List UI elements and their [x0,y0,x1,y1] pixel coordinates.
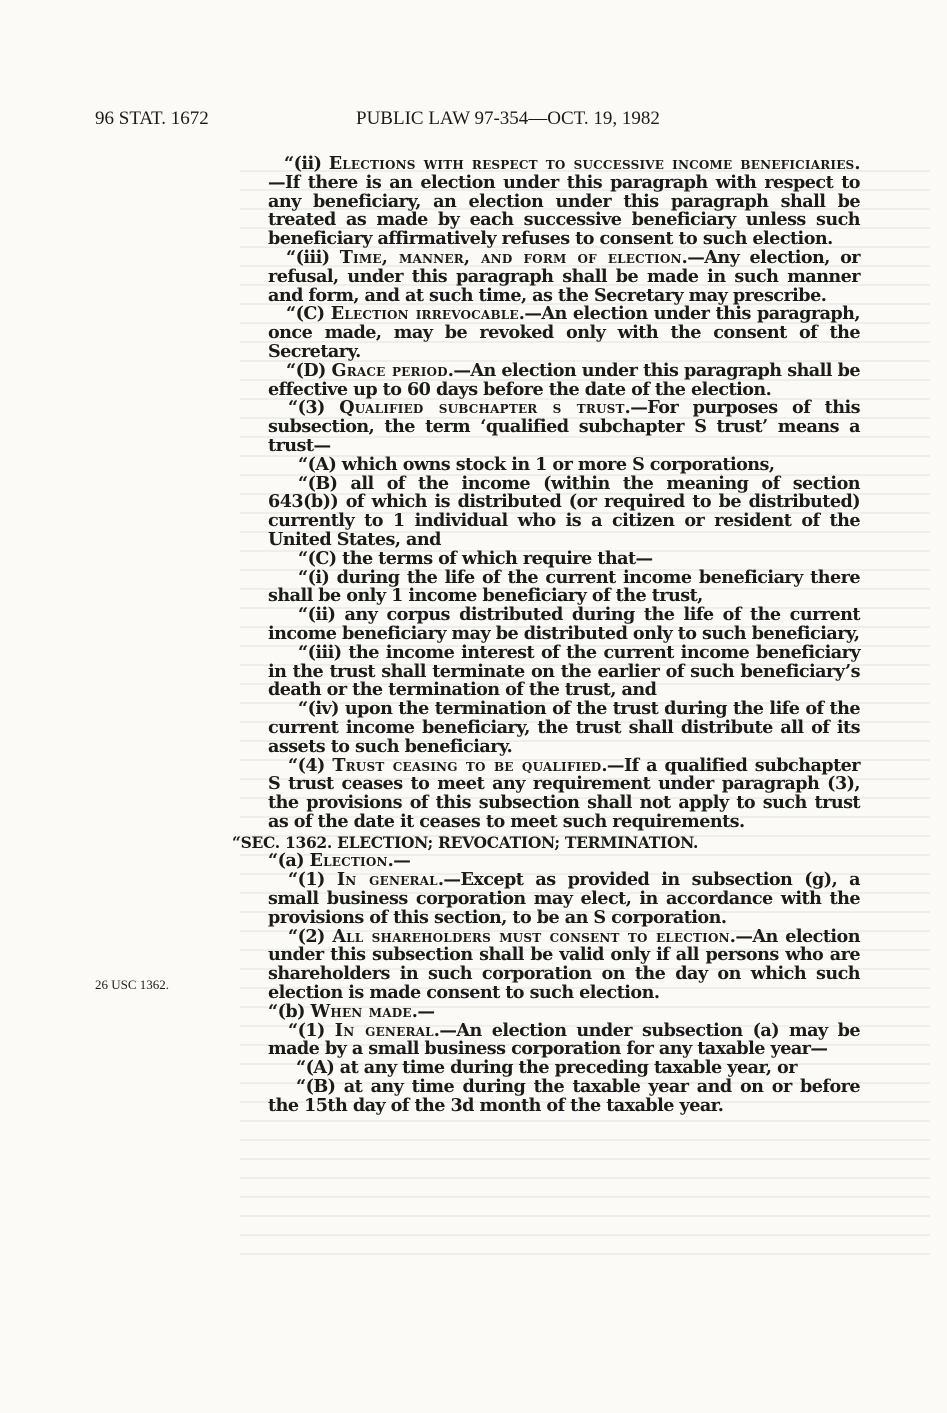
paragraph-iv-termination: “(iv) upon the termination of the trust during the life of the current income beneficiary, the trust shall distribute all of its assets to such beneficiary. [268,698,860,757]
para-heading: All shareholders must consent to election [332,925,730,947]
paragraph-4-trust-ceasing [268,754,861,832]
para-prefix: “(C) [286,303,331,325]
stat-page-number: 96 STAT. 1672 [95,108,209,129]
para-text: .— [411,1000,435,1022]
paragraph-B-income-distributed: “(B) all of the income (within the meaning of section 643(b)) of which is distributed (or required to be distributed) currently to 1 individual who is a citizen or resident of the United States, and [268,472,860,550]
para-text: .— [387,850,411,872]
paragraph-D-grace-period [268,359,860,400]
paragraph-bA-preceding-year: “(A) at any time during the preceding taxable year, or [296,1057,797,1079]
paragraph-i-one-beneficiary: “(i) during the life of the current income beneficiary there shall be only 1 income beneficiary of the trust, [268,566,860,607]
para-text: .—Except as provided in subsection (g), a small business corporation may elect, in accordance with the provisions of this section, to be an S corporation. [268,869,860,928]
paragraph-C-terms-require: “(C) the terms of which require that— [298,547,653,569]
para-heading: Election irrevocable [330,303,519,325]
para-text: .—If there is an election under this paragraph with respect to any beneficiary, an election under this paragraph shall be treated as made by each successive beneficiary unless such beneficiary affirmatively refuses to consent to such election. [268,153,860,250]
para-prefix: “(iii) [286,246,340,268]
para-heading: Grace period [331,359,448,381]
document-body [232,153,861,1116]
paragraph-iii-time-manner [268,246,860,306]
para-heading: When made [310,1000,412,1022]
paragraph-A-owns-stock: “(A) which owns stock in 1 or more S corporations, [298,453,775,475]
para-heading: Elections with respect to successive income beneficiaries [328,153,855,174]
para-text: .—If a qualified subchapter S trust ceases to meet any requirement under paragraph (3), the provisions of this subsection shall not apply to such trust as of the date it ceases to meet such requirements. [268,754,861,832]
para-text: .—Any election, or refusal, under this paragraph shall be made in such manner and form, and at such time, as the Secretary may prescribe. [268,246,860,306]
paragraph-iii-income-interest: “(iii) the income interest of the current income beneficiary in the trust shall terminate on the earlier of such beneficiary’s death or the termination of the trust, and [268,641,860,701]
para-text: .—An election under this paragraph, once made, may be revoked only with the consent of the Secretary. [268,303,861,362]
para-text: .—An election under this subsection shall be valid only if all persons who are shareholders in such corporation on the day on which such election is made consent to such election. [268,925,860,1004]
paragraph-a1-in-general [268,871,860,927]
margin-note-usc: 26 USC 1362. [95,977,170,992]
para-prefix: “(1) [288,869,337,891]
para-text: .—An election under this paragraph shall be effective up to 60 days before the date of the election. [268,359,860,400]
para-heading: Qualified subchapter s trust [339,397,625,419]
paragraph-b1-in-general [268,1019,860,1060]
page-header [95,108,735,138]
para-heading: Election [309,850,388,872]
para-prefix: “(4) [288,754,333,776]
para-heading: Time, manner, and form of election [339,246,682,268]
para-prefix: “(ii) [284,153,329,174]
public-law-citation: PUBLIC LAW 97-354—OCT. 19, 1982 [356,108,660,129]
para-heading: Trust ceasing to be qualified [332,754,602,776]
para-prefix: “(3) [288,397,340,419]
paragraph-bB-taxable-year: “(B) at any time during the taxable year and on or before the 15th day of the 3d month of the taxable year. [268,1076,860,1116]
para-prefix: “(D) [286,359,332,381]
paragraph-C-election-irrevocable [268,305,860,361]
para-prefix: “(1) [288,1019,335,1041]
para-text: .—An election under subsection (a) may be made by a small business corporation for any taxable year— [268,1019,860,1060]
paragraph-3-qualified-subchapter-s-trust [268,399,860,455]
paragraph-ii-elections-successive [268,155,860,249]
paragraph-ii-corpus-distributed: “(ii) any corpus distributed during the life of the current income beneficiary may be distributed only to such beneficiary, [268,604,860,644]
para-heading: In general [334,1019,434,1041]
para-prefix: “(b) [268,1000,311,1022]
section-1362-heading: “SEC. 1362. ELECTION; REVOCATION; TERMINATION. [232,832,699,852]
para-text: .—For purposes of this subsection, the term ‘qualified subchapter S trust’ means a trust— [268,397,860,456]
para-prefix: “(a) [268,850,310,872]
paragraph-a2-shareholders-consent [268,925,860,1004]
para-heading: In general [336,869,438,891]
para-prefix: “(2) [288,925,333,947]
